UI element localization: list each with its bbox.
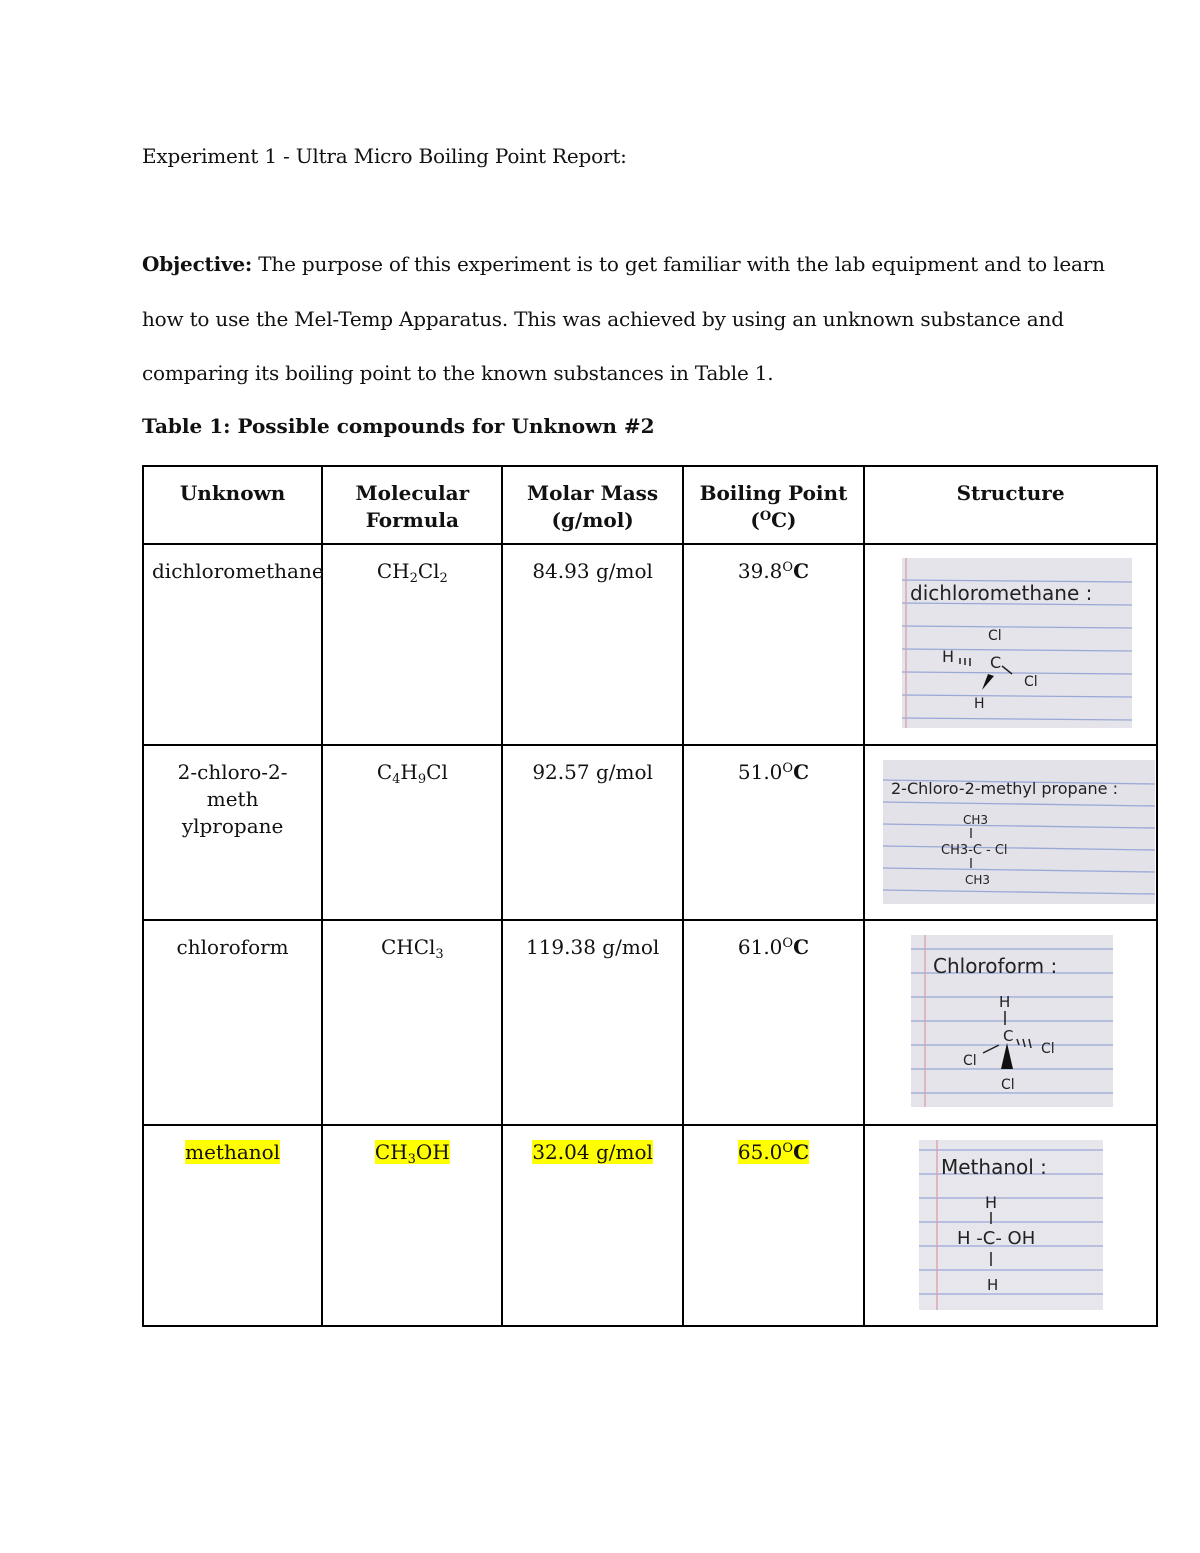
report-title: Experiment 1 - Ultra Micro Boiling Point Report: [142,144,627,168]
cell-boiling-point: $51.0^OC$ [683,745,864,920]
header-formula: Molecular Formula [322,466,502,544]
table-header-row [143,466,1157,544]
header-molar-mass: Molar Mass (g/mol) [502,466,682,544]
svg-text:H -C- OH: H -C- OH [956,1228,1035,1249]
svg-text:C: C [989,653,1001,672]
cell-structure [864,745,1157,920]
cell-name: methanol [143,1125,322,1326]
cell-formula: $CH_2Cl_2$ [322,544,502,745]
objective-line-2: how to use the Mel-Temp Apparatus. This was achieved by using an unknown substance and [142,307,1064,331]
cell-name: dichloromethane [143,544,322,745]
svg-text:H: H [973,696,985,712]
cell-molar-mass: 119.38 g/mol [502,920,682,1125]
cell-structure [864,1125,1157,1326]
structure-photo-chloroform [911,935,1113,1107]
cell-structure [864,544,1157,745]
table-row [143,745,1157,920]
objective-line-1 [142,252,1142,276]
cell-formula: $CH_3OH$ [322,1125,502,1326]
structure-photo-dichloromethane [902,558,1132,728]
svg-text:dichloromethane :: dichloromethane : [909,581,1092,605]
cell-molar-mass: 84.93 g/mol [502,544,682,745]
table-caption: Table 1: Possible compounds for Unknown #2 [142,414,655,438]
svg-text:Cl: Cl [987,628,1002,644]
cell-boiling-point: $39.8^OC$ [683,544,864,745]
cell-formula: $C_4H_9Cl$ [322,745,502,920]
svg-text:Cl: Cl [1000,1077,1015,1093]
svg-text:H: H [941,647,954,666]
cell-name: chloroform [143,920,322,1125]
structure-photo-methanol [919,1140,1103,1310]
cell-structure [864,920,1157,1125]
svg-text:H: H [986,1276,998,1294]
header-unknown: Unknown [143,466,322,544]
table-row [143,1125,1157,1326]
cell-boiling-point: $65.0^OC$ [683,1125,864,1326]
cell-boiling-point: $61.0^OC$ [683,920,864,1125]
cell-molar-mass: 92.57 g/mol [502,745,682,920]
cell-formula: CHCl$_3$ [322,920,502,1125]
cell-name: 2-chloro-2-meth ylpropane [143,745,322,920]
header-structure: Structure [864,466,1157,544]
svg-text:H: H [998,993,1010,1011]
svg-text:H: H [984,1193,997,1212]
objective-label: Objective: [142,252,253,276]
svg-text:Cl: Cl [1023,674,1038,690]
header-boiling-point: Boiling Point ($^O$C) [683,466,864,544]
svg-text:Chloroform :: Chloroform : [932,954,1057,978]
cell-molar-mass: 32.04 g/mol [502,1125,682,1326]
svg-text:CH3: CH3 [965,873,991,887]
svg-text:CH3: CH3 [963,813,989,827]
svg-text:Methanol :: Methanol : [940,1155,1047,1179]
svg-text:C: C [1002,1027,1014,1045]
svg-text:Cl: Cl [962,1053,977,1069]
structure-photo-2-chloro-2-methylpropane [883,760,1155,904]
svg-text:Cl: Cl [1040,1041,1055,1057]
objective-line-3: comparing its boiling point to the known substances in Table 1. [142,361,774,385]
compounds-table [142,465,1158,1327]
table-row [143,544,1157,745]
svg-text:2-Chloro-2-methyl propane :: 2-Chloro-2-methyl propane : [891,779,1119,798]
table-row [143,920,1157,1125]
svg-text:CH3-C - Cl: CH3-C - Cl [941,843,1008,858]
objective-text-1: The purpose of this experiment is to get familiar with the lab equipment and to learn [258,252,1105,276]
